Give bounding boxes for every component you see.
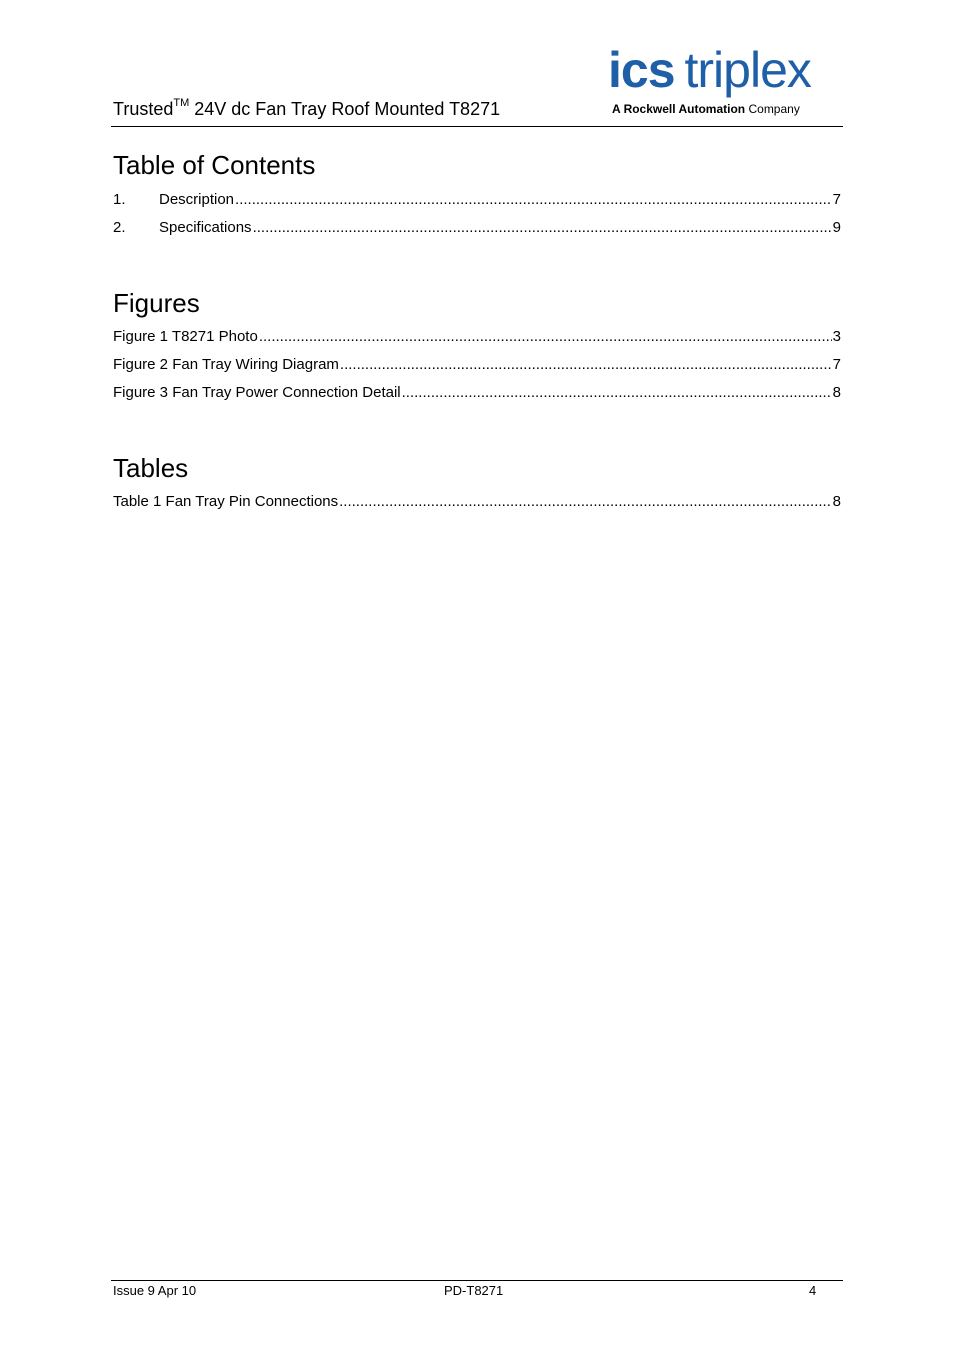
logo-word-triplex: triplex [684,42,811,98]
footer-rule [111,1280,843,1281]
table-entry-page: 8 [832,493,841,510]
figure-entry-page: 7 [832,356,841,373]
toc-entry-page: 7 [832,191,841,208]
figure-entry-page: 8 [832,384,841,401]
figure-entry[interactable] [113,355,841,375]
toc-entry-page: 9 [832,219,841,236]
toc-leader-dots [235,190,832,210]
toc-heading: Table of Contents [113,150,316,180]
table-leader-dots [339,492,832,512]
figure-leader-dots [402,383,832,403]
footer-page-number: 4 [809,1283,817,1298]
figure-entry[interactable] [113,383,841,403]
toc-entry-text: Description [159,191,235,208]
title-rest: 24V dc Fan Tray Roof Mounted T8271 [189,99,501,119]
logo-tagline-company: Company [745,102,800,116]
figure-entry-text: Figure 1 T8271 Photo [113,328,258,345]
table-entry-text: Table 1 Fan Tray Pin Connections [113,493,339,510]
logo-tagline [612,102,800,116]
logo-word-ics: ics [608,42,675,98]
toc-entry[interactable] [113,190,841,210]
figure-entry-text: Figure 3 Fan Tray Power Connection Detail [113,384,401,401]
document-title [113,99,500,120]
figures-heading: Figures [113,288,200,318]
figure-entry-page: 3 [832,328,841,345]
header-rule [111,126,843,127]
toc-entry-number: 1. [113,191,126,208]
tables-heading: Tables [113,453,189,483]
footer-doc-id: PD-T8271 [444,1283,504,1298]
figure-entry-text: Figure 2 Fan Tray Wiring Diagram [113,356,339,373]
company-logo [608,42,844,122]
toc-leader-dots [253,218,832,238]
title-trademark: TM [173,97,190,109]
figure-leader-dots [259,327,832,347]
logo-wordmark [608,42,811,98]
toc-entry[interactable] [113,218,841,238]
table-entry[interactable] [113,492,841,512]
logo-tagline-a: A [612,102,624,116]
toc-entry-text: Specifications [159,219,252,236]
toc-entry-number: 2. [113,219,126,236]
figure-entry[interactable] [113,327,841,347]
footer-issue: Issue 9 Apr 10 [113,1283,197,1298]
title-main: Trusted [113,99,174,119]
logo-tagline-rockwell: Rockwell Automation [623,102,746,116]
figure-leader-dots [340,355,832,375]
